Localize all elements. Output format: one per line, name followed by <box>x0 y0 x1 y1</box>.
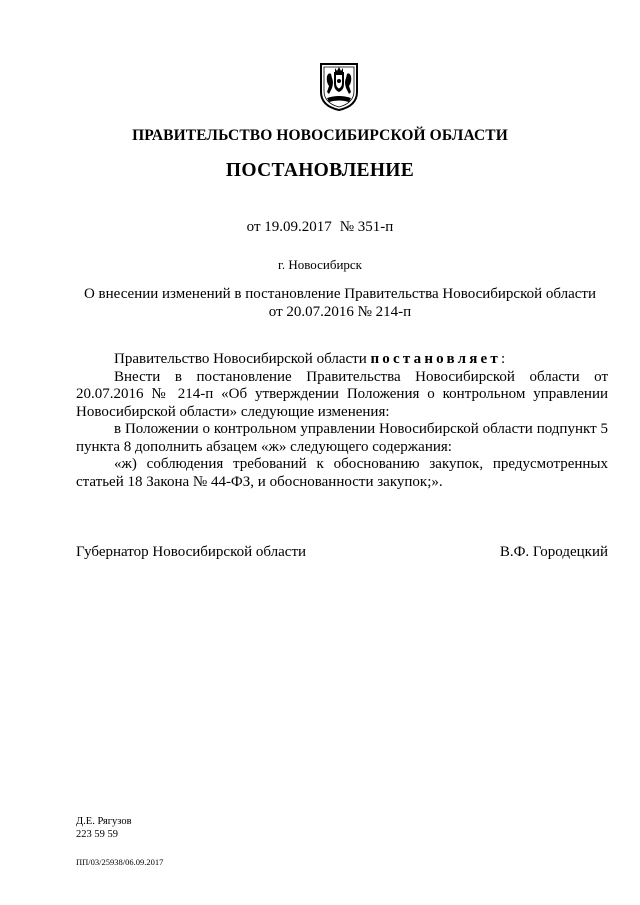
subject-line-2: от 20.07.2016 № 214-п <box>268 304 412 320</box>
document-body <box>76 351 608 491</box>
government-title: ПРАВИТЕЛЬСТВО НОВОСИБИРСКОЙ ОБЛАСТИ <box>132 127 508 144</box>
date-number-line <box>0 219 640 236</box>
city: г. Новосибирск <box>277 257 362 272</box>
subject-line-1: О внесении изменений в постановление Правительства Новосибирской области <box>83 286 597 302</box>
body-paragraph-1 <box>76 351 608 369</box>
paragraph-1-tail: : <box>500 351 506 367</box>
document-number: № 351-п <box>339 219 394 235</box>
registration-number: ПП/03/25938/06.09.2017 <box>76 857 164 867</box>
paragraph-1-lead: Правительство Новосибирской области <box>114 351 371 367</box>
executor-phone: 223 59 59 <box>76 829 118 840</box>
signatory-name: В.Ф. Городецкий <box>499 544 608 560</box>
body-paragraph-3: в Положении о контрольном управлении Новосибирской области подпункт 5 пункта 8 дополнить абзацем «ж» следующего содержания: <box>76 421 608 455</box>
document-date: от 19.09.2017 <box>246 219 332 235</box>
document-subject <box>76 285 604 321</box>
body-paragraph-4: «ж) соблюдения требований к обоснованию закупок, предусмотренных статьей 18 Закона № 44-ФЗ, и обоснованности закупок;». <box>76 456 608 490</box>
body-paragraph-2: Внести в постановление Правительства Новосибирской области от 20.07.2016 № 214-п «Об утверждении Положения о контрольном управлении Новосибирской области» следующие изменения: <box>76 368 608 420</box>
document-type: ПОСТАНОВЛЕНИЕ <box>225 160 415 181</box>
coat-of-arms-icon <box>318 62 360 112</box>
executor-name: Д.Е. Рягузов <box>76 816 132 827</box>
signatory-position: Губернатор Новосибирской области <box>76 544 307 560</box>
resolution-verb: постановляет <box>370 351 501 367</box>
